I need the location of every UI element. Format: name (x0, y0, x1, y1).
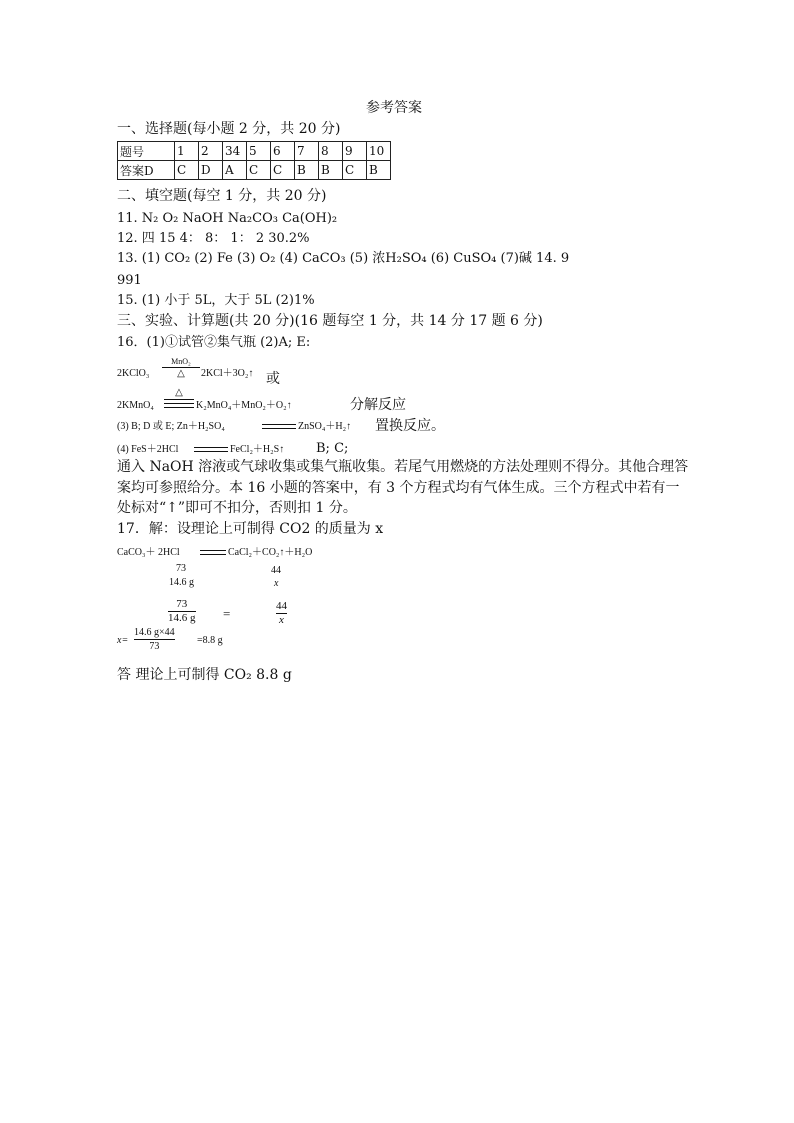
table-cell: C (271, 161, 295, 180)
calc-right: CaCl₂＋CO₂↑＋H₂O (228, 547, 313, 558)
table-cell: 2 (199, 142, 223, 161)
section-fill-heading: 二、填空题(每空 1 分，共 20 分) (117, 188, 327, 204)
eq1-arrow (162, 357, 200, 379)
eq4-left: (4) FeS＋2HCl (117, 444, 179, 455)
table-cell: 7 (295, 142, 319, 161)
table-cell: A (223, 161, 247, 180)
eq1-catalyst: MnO₂ (171, 357, 191, 366)
note-line-2: 案均可参照给分。本 16 小题的答案中，有 3 个方程式均有气体生成。三个方程式中若有一 (117, 480, 680, 496)
note-line-1: 通入 NaOH 溶液或气球收集或集气瓶收集。若尾气用燃烧的方法处理则不得分。其他合理答 (117, 459, 689, 475)
calc-mass-co2: x (274, 578, 279, 589)
eq3-equals-sign (262, 424, 296, 429)
table-cell: B (295, 161, 319, 180)
answer-table (117, 141, 391, 180)
result-fraction (134, 626, 175, 653)
eq2-left: 2KMnO₄ (117, 400, 154, 411)
section-choice-heading: 一、选择题(每小题 2 分，共 20 分) (117, 121, 341, 137)
eq2-heat: △ (175, 387, 183, 398)
table-cell: 6 (271, 142, 295, 161)
table-cell: 答案D (118, 161, 175, 180)
eq1-left: 2KClO₃ (117, 368, 150, 379)
table-cell: C (247, 161, 271, 180)
ratio-right-numerator: 44 (276, 600, 287, 612)
table-cell: 10 (367, 142, 391, 161)
table-cell: 9 (343, 142, 367, 161)
table-cell: C (175, 161, 199, 180)
answer-17-heading: 17．解：设理论上可制得 CO2 的质量为 x (117, 521, 384, 537)
answer-11: 11. N₂ O₂ NaOH Na₂CO₃ Ca(OH)₂ (117, 211, 338, 226)
eq2-right: K₂MnO₄＋MnO₂＋O₂↑ (196, 400, 292, 411)
result-numerator: 14.6 g×44 (134, 627, 175, 638)
eq4-tail: B; C; (316, 441, 349, 456)
table-cell: 34 (223, 142, 247, 161)
calc-equals-sign (200, 550, 226, 555)
section-experiment-heading: 三、实验、计算题(共 20 分)(16 题每空 1 分，共 14 分 17 题 6 分) (117, 313, 543, 329)
eq3-right: ZnSO₄＋H₂↑ (298, 421, 352, 432)
eq1-heat: △ (177, 368, 185, 379)
ratio-equals: = (223, 606, 231, 621)
note-line-3: 处标对“↑”即可不扣分，否则扣 1 分。 (117, 500, 357, 516)
ratio-right-denominator: x (279, 614, 284, 626)
calc-left: CaCO₃＋ 2HCl (117, 547, 180, 558)
answer-16-1: 16．(1)①试管②集气瓶 (2)A; E: (117, 335, 311, 350)
answer-12: 12. 四 15 4： 8： 1： 2 30.2% (117, 231, 310, 246)
page-title: 参考答案 (366, 100, 422, 116)
table-cell: C (343, 161, 367, 180)
eq2-equals-sign (164, 403, 194, 408)
eq3-tail: 置换反应。 (375, 418, 445, 434)
eq1-right: 2KCl＋3O₂↑ (201, 368, 254, 379)
table-cell: B (319, 161, 343, 180)
table-row (118, 161, 391, 180)
answer-15: 15. (1) 小于 5L，大于 5L (2)1% (117, 293, 315, 308)
eq2-tail: 分解反应 (350, 397, 406, 413)
calc-mass-hcl: 14.6 g (169, 577, 194, 588)
table-cell: B (367, 161, 391, 180)
calc-molar-co2: 44 (271, 565, 281, 576)
calc-molar-hcl: 73 (176, 563, 186, 574)
ratio-left-denominator: 14.6 g (168, 612, 196, 624)
ratio-left-numerator: 73 (176, 598, 188, 610)
table-cell: 8 (319, 142, 343, 161)
eq4-right: FeCl₂＋H₂S↑ (230, 444, 285, 455)
eq2-arrow (164, 388, 194, 401)
eq1-tail: 或 (266, 371, 280, 387)
ratio-left (168, 598, 196, 625)
answer-13: 13. (1) CO₂ (2) Fe (3) O₂ (4) CaCO₃ (5) 浓H₂SO₄ (6) CuSO₄ (7)碱 14. 9 (117, 251, 570, 266)
table-cell: 题号 (118, 142, 175, 161)
result-value: =8.8 g (197, 635, 223, 646)
table-row (118, 142, 391, 161)
answer-13-cont: 991 (117, 273, 142, 288)
table-cell: D (199, 161, 223, 180)
ratio-right (276, 600, 287, 627)
table-cell: 1 (175, 142, 199, 161)
eq3-left: (3) B; D 或 E; Zn＋H₂SO₄ (117, 421, 225, 432)
result-denominator: 73 (149, 641, 160, 652)
result-lhs: x= (117, 635, 129, 646)
eq4-equals-sign (194, 447, 228, 452)
table-cell: 5 (247, 142, 271, 161)
final-answer: 答 理论上可制得 CO₂ 8.8 g (117, 667, 292, 683)
